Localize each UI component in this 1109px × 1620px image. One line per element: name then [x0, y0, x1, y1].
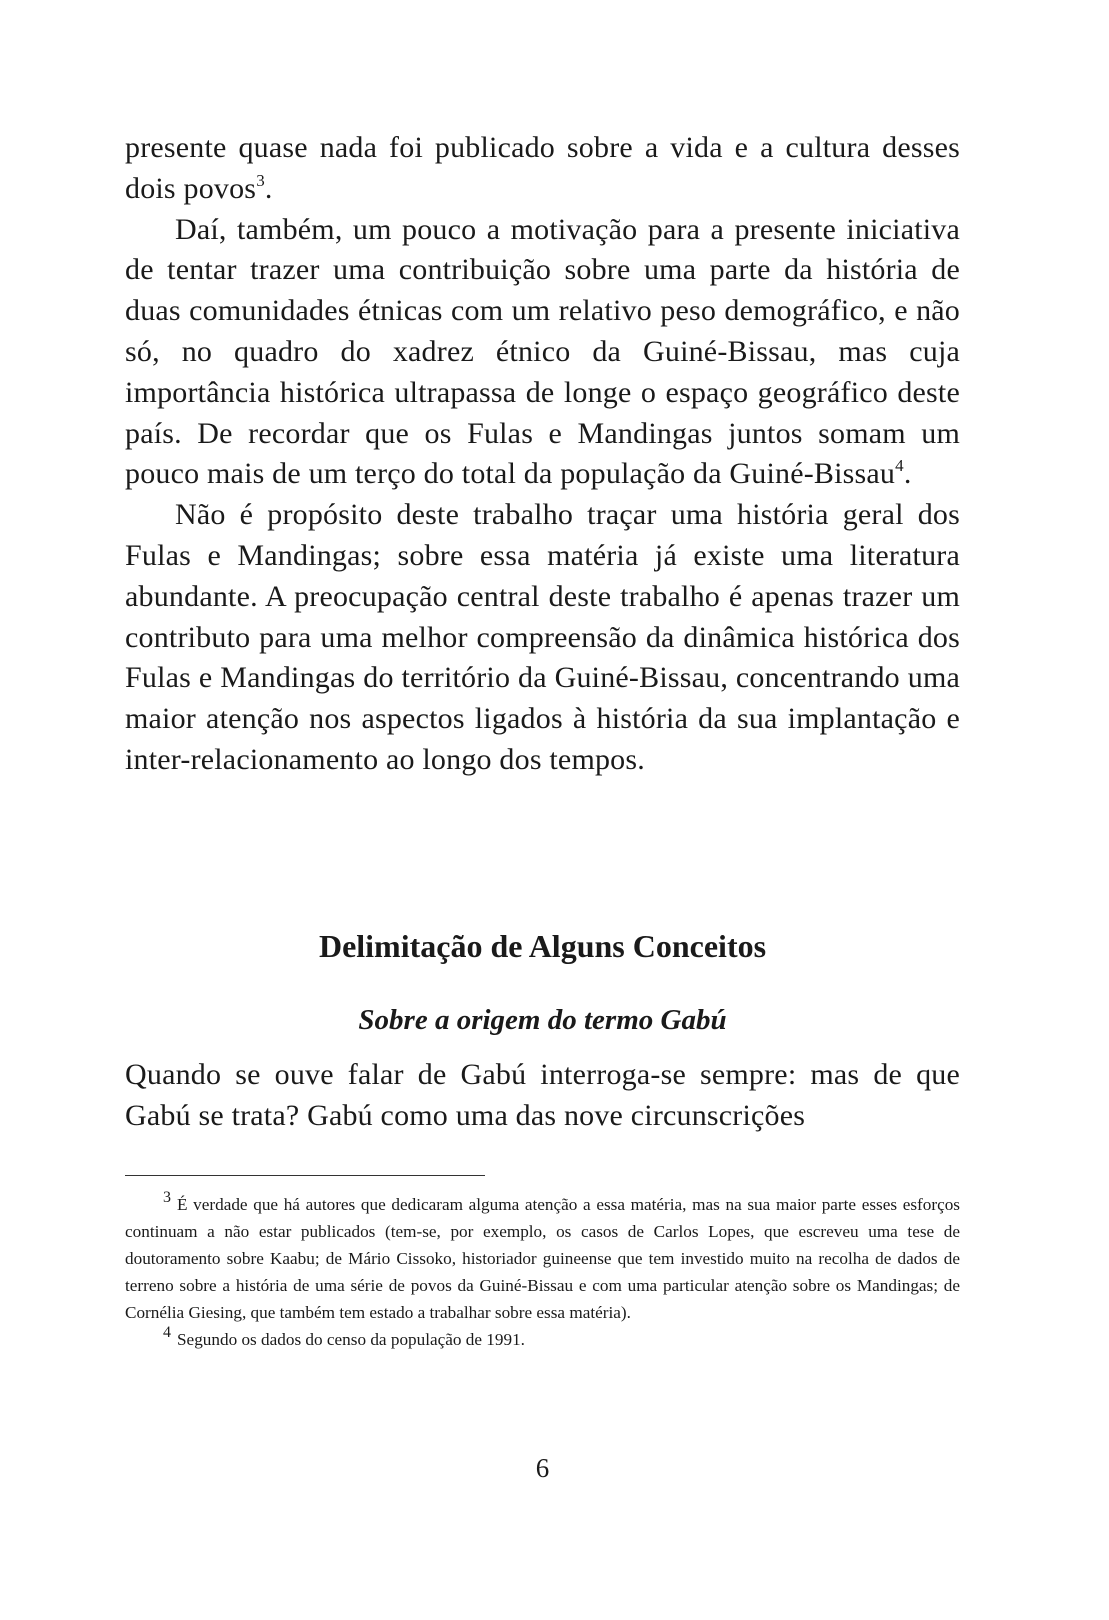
section-heading: Delimitação de Alguns Conceitos [318, 928, 767, 964]
footnote-text: Segundo os dados do censo da população de 1991. [177, 1330, 525, 1349]
paragraph-end: . [264, 171, 273, 205]
footnote-reference-3: 3 [256, 170, 265, 190]
paragraph-motivation [125, 210, 960, 496]
footnote-mark: 3 [163, 1189, 171, 1206]
footnote-divider [125, 1175, 485, 1176]
footnote-mark: 4 [163, 1324, 171, 1341]
section-body [125, 1055, 960, 1137]
paragraph-text: Daí, também, um pouco a motivação para a presente iniciativa de tentar trazer uma contribuição sobre uma parte da história de duas comunidades étnicas com um relativo peso demográfico, e não só, no quadro do xadrez étnico da Guiné-Bissau, mas cuja importância histórica ultrapassa de longe o espaço geográfico deste país. De recordar que os Fulas e Mandingas juntos somam um pouco mais de um terço do total da população da Guiné-Bissau [125, 212, 960, 491]
footnote-4 [125, 1326, 960, 1353]
footnote-3 [125, 1191, 960, 1326]
paragraph-continued [125, 128, 960, 210]
footnote-text: É verdade que há autores que dedicaram alguma atenção a essa matéria, mas na sua maior parte esses esforços continuam a não estar publicados (tem-se, por exemplo, os casos de Carlos Lopes, que escreveu uma tese de doutoramento sobre Kaabu; de Mário Cissoko, historiador guineense que tem investido muito na recolha de dados de terreno sobre a história de uma série de povos da Guiné-Bissau e com uma particular atenção sobre os Mandingas; de Cornélia Giesing, que também tem estado a trabalhar sobre essa matéria). [125, 1195, 960, 1322]
footnotes [125, 1191, 960, 1353]
paragraph-purpose: Não é propósito deste trabalho traçar uma história geral dos Fulas e Mandingas; sobre essa matéria já existe uma literatura abundante. A preocupação central deste trabalho é apenas trazer um contributo para uma melhor compreensão da dinâmica histórica dos Fulas e Mandingas do território da Guiné-Bissau, concentrando uma maior atenção nos aspectos ligados à história da sua implantação e inter-relacionamento ao longo dos tempos. [125, 498, 960, 776]
paragraph-end: . [903, 457, 912, 491]
footnote-reference-4: 4 [895, 456, 904, 476]
section-subheading: Sobre a origem do termo Gabú [358, 1004, 727, 1036]
book-page [125, 128, 960, 1483]
paragraph-text: presente quase nada foi publicado sobre a vida e a cultura desses dois povos [125, 131, 960, 205]
page-number: 6 [535, 1453, 550, 1483]
paragraph-gabu: Quando se ouve falar de Gabú interroga-se sempre: mas de que Gabú se trata? Gabú como uma das nove circunscrições [125, 1058, 960, 1132]
